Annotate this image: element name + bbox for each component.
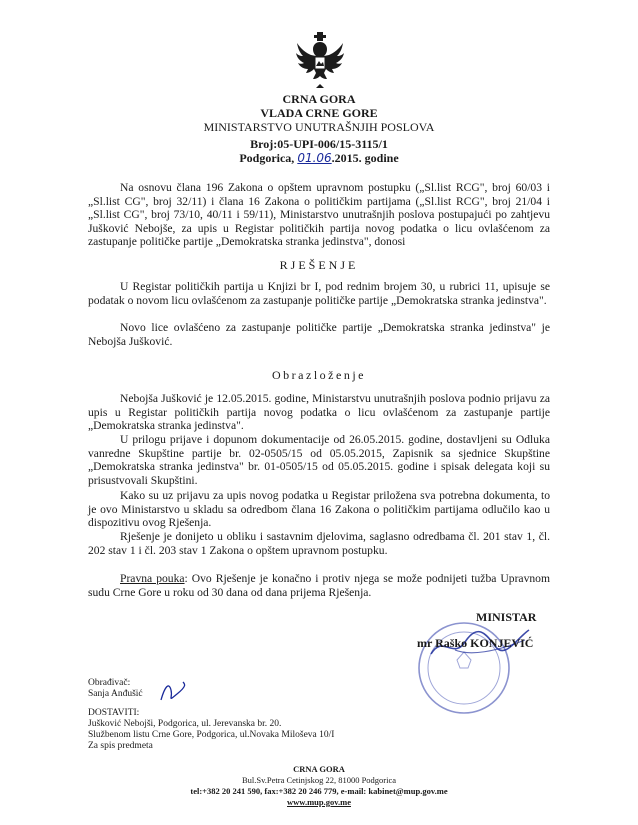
date-line [0,151,638,166]
reasoning-heading: Obrazloženje [272,368,366,382]
delivery-list [88,708,334,752]
date-place: Podgorica, [239,151,295,165]
intro-paragraph: Na osnovu člana 196 Zakona o opštem upravnom postupku („Sl.list RCG", broj 60/03 i „Sl.list CG", broj 32/11) i člana 16 Zakona o političkim partijama („Sl.list RCG", broj 21/04 i „Sl.list CG", broj 73/10, 40/11 i 59/11), Ministarstvo unutrašnjih poslova postupajući po zahtjevu Jušković Nebojše, za upis u Registar političkih partija novog podatka o licu ovlašćenom za zastupanje političke partije „Demokratska stranka jedinstva", donosi [88,181,550,249]
government-name: VLADA CRNE GORE [260,106,378,120]
footer-contacts: tel:+382 20 241 590, fax:+382 20 246 779, e-mail: kabinet@mup.gov.me [190,786,448,796]
signatory-name: mr Raško KONJEVIĆ [417,636,534,650]
legal-remedy-paragraph [88,572,550,599]
reasoning-paragraph-3: Kako su uz prijavu za upis novog podatka u Registar priložena sva potrebna dokumenta, to je ovo Ministarstvo u skladu sa odredbom člana 16 Zakona o političkim partijama odlučilo kao u dispozitivu ovog Rješenja. [88,489,550,530]
delivery-item: Za spis predmeta [88,741,153,751]
country-name: CRNA GORA [282,92,356,106]
reasoning-paragraph-4: Rješenje je donijeto u obliku i sastavnim djelovima, saglasno odredbama čl. 201 stav 1, čl. 202 stav 1 i čl. 203 stav 1 Zakona o opštem upravnom postupku. [88,530,550,557]
decision-paragraph-1: U Registar političkih partija u Knjizi br I, pod rednim brojem 30, u rubrici 11, upisuje se podatak o novom licu ovlašćenom za zastupanje političke partije „Demokratska stranka jedinstva". [88,280,550,307]
legal-remedy-label: Pravna pouka [120,572,185,585]
delivery-item: Jušković Nebojši, Podgorica, ul. Jerevanska br. 20. [88,719,282,729]
coat-of-arms-emblem [291,30,349,90]
footer-country: CRNA GORA [293,764,345,774]
date-suffix: .2015. godine [331,151,399,165]
processed-by [88,678,143,700]
ministry-name: MINISTARSTVO UNUTRAŠNJIH POSLOVA [203,120,435,134]
delivery-item: Službenom listu Crne Gore, Podgorica, ul.Novaka Miloševa 10/I [88,730,335,740]
footer-website-link[interactable]: www.mup.gov.me [287,797,351,807]
handwritten-date: 01.06 [297,151,332,165]
initials-signature [155,680,189,704]
legal-remedy-text: : Ovo Rješenje je konačno i protiv njega se može podnijeti tužba Upravnom sudu Crne Gore u roku od 30 dana od dana prijema Rješenja. [88,572,550,599]
processed-by-label: Obrađivač: [88,678,131,688]
delivery-label: DOSTAVITI: [88,708,140,718]
reasoning-paragraph-1: Nebojša Jušković je 12.05.2015. godine, Ministarstvu unutrašnjih poslova podnio prijavu za upis u Registar političkih partija novog podatka o licu ovlašćenom za zastupanje partije „Demokratska stranka jedinstva". [88,392,550,433]
reasoning-paragraph-2: U prilogu prijave i dopunom dokumentacije od 26.05.2015. godine, dostavljeni su Odluka vanredne Skupštine partije br. 02-0505/15 od 05.05.2015, Zapisnik sa sjednice Skupštine „Demokratska stranka jedinstva" br. 01-0505/15 od 05.05.2015. godine i spisak delegata koji su prisustvovali Skupštini. [88,433,550,487]
processed-by-name: Sanja Anđušić [88,689,143,699]
signature-title: MINISTAR [476,610,537,624]
footer-address: Bul.Sv.Petra Cetinjskog 22, 81000 Podgorica [241,775,397,785]
document-number: Broj:05-UPI-006/15-3115/1 [250,137,388,151]
decision-paragraph-2: Novo lice ovlašćeno za zastupanje političke partije „Demokratska stranka jedinstva" je Nebojša Jušković. [88,321,550,348]
decision-heading: RJEŠENJE [279,258,359,272]
